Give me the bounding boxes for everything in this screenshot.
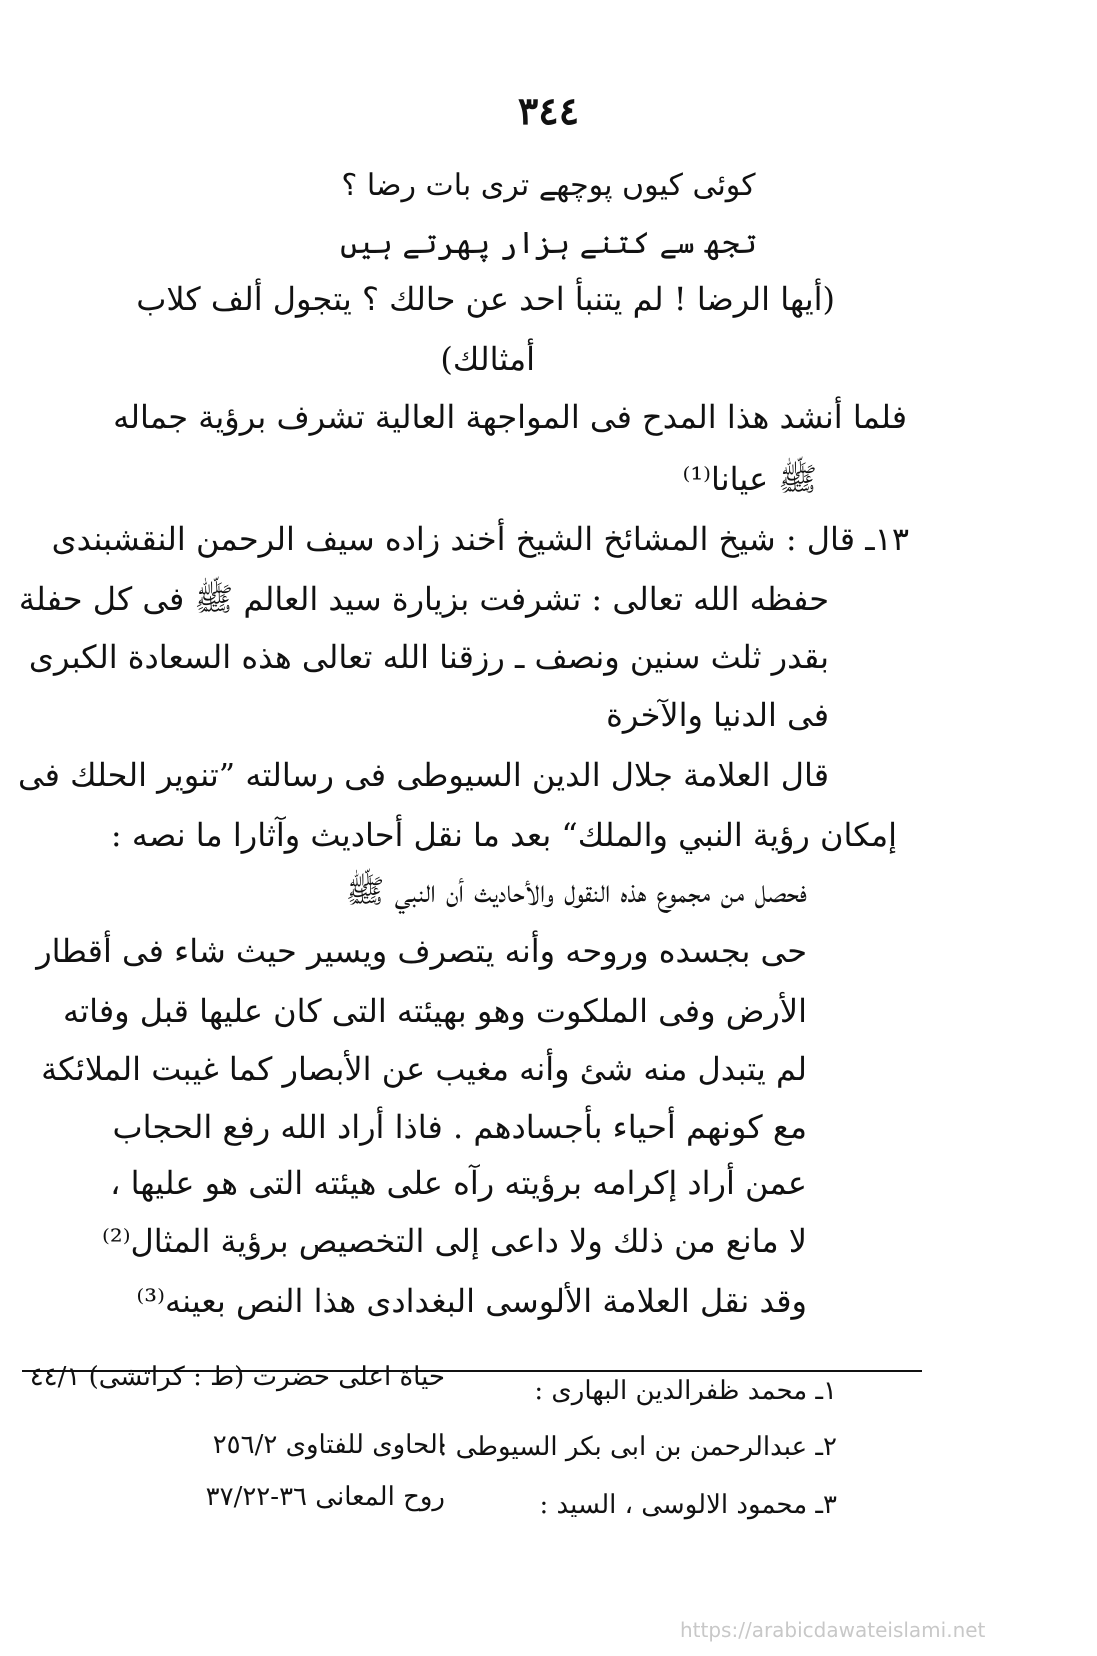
body-line-7: قال العلامة جلال الدين السيوطى فى رسالته ”تنوير الحلك فى (17, 756, 829, 794)
translation-line-1: (أيها الرضا ! لم يتنبأ احد عن حالك ؟ يتجول ألف كلاب (136, 280, 835, 318)
footnote-2-source: الحاوى للفتاوى ٢٥٦/٢ (212, 1430, 445, 1460)
footnote-1-source: حياة اعلى حضرت (ط : كراتشى) ٤٤/١ (29, 1362, 445, 1392)
watermark-url: https://arabicdawateislami.net (680, 1618, 986, 1642)
body-line-4: حفظه الله تعالى : تشرفت بزيارة سيد العالم ﷺ فى كل حفلة (18, 580, 829, 618)
body-line-5: بقدر ثلث سنين ونصف ـ رزقنا الله تعالى هذه السعادة الكبرى (28, 638, 829, 676)
body-line-2: ﷺ عيانا⁽¹⁾ (682, 460, 817, 498)
body-line-8: إمكان رؤية النبي والملك“ بعد ما نقل أحاديث وآثارا ما نصه : (110, 816, 897, 854)
body-line-12: لم يتبدل منه شئ وأنه مغيب عن الأبصار كما غيبت الملائكة (41, 1050, 807, 1088)
footnote-1-author: ١ـ محمد ظفرالدين البهارى : (534, 1376, 837, 1406)
body-line-13: مع كونهم أحياء بأجسادهم . فاذا أراد الله رفع الحجاب (112, 1108, 807, 1146)
body-line-14: عمن أراد إكرامه برؤيته رآه على هيئته التى هو عليها ، (110, 1164, 807, 1202)
body-line-9: فحصل من مجموع هذه النقول والأحاديث أن النبي ﷺ (345, 872, 807, 910)
footnote-3-source: روح المعانى ٣٦-٣٧/٢٢ (205, 1482, 445, 1512)
footnote-2-author: ٢ـ عبدالرحمن بن ابى بكر السيوطى : (438, 1432, 837, 1462)
body-line-15: لا مانع من ذلك ولا داعى إلى التخصيص برؤية المثال⁽²⁾ (102, 1222, 807, 1260)
footnote-3-author: ٣ـ محمود الالوسى ، السيد : (539, 1490, 837, 1520)
page-number: ٣٤٤ (517, 88, 580, 133)
body-line-16: وقد نقل العلامة الألوسى البغدادى هذا النص بعينه⁽³⁾ (136, 1282, 807, 1320)
body-line-1: فلما أنشد هذا المدح فى المواجهة العالية تشرف برؤية جماله (113, 398, 907, 436)
body-line-6: فى الدنيا والآخرة (606, 696, 829, 734)
verse-line-1: کوئی کیوں پوچھے تری بات رضا ؟ (341, 168, 756, 203)
body-line-10: حى بجسده وروحه وأنه يتصرف ويسير حيث شاء فى أقطار (36, 932, 807, 970)
verse-line-2: تجھ سے کتنے ہزار پھرتے ہیں (340, 226, 757, 261)
translation-line-2: أمثالك) (440, 340, 535, 378)
body-line-11: الأرض وفى الملكوت وهو بهيئته التى كان عليها قبل وفاته (63, 992, 807, 1030)
body-line-3: ١٣ـ قال : شيخ المشائخ الشيخ أخند زاده سيف الرحمن النقشبندى (51, 520, 909, 558)
